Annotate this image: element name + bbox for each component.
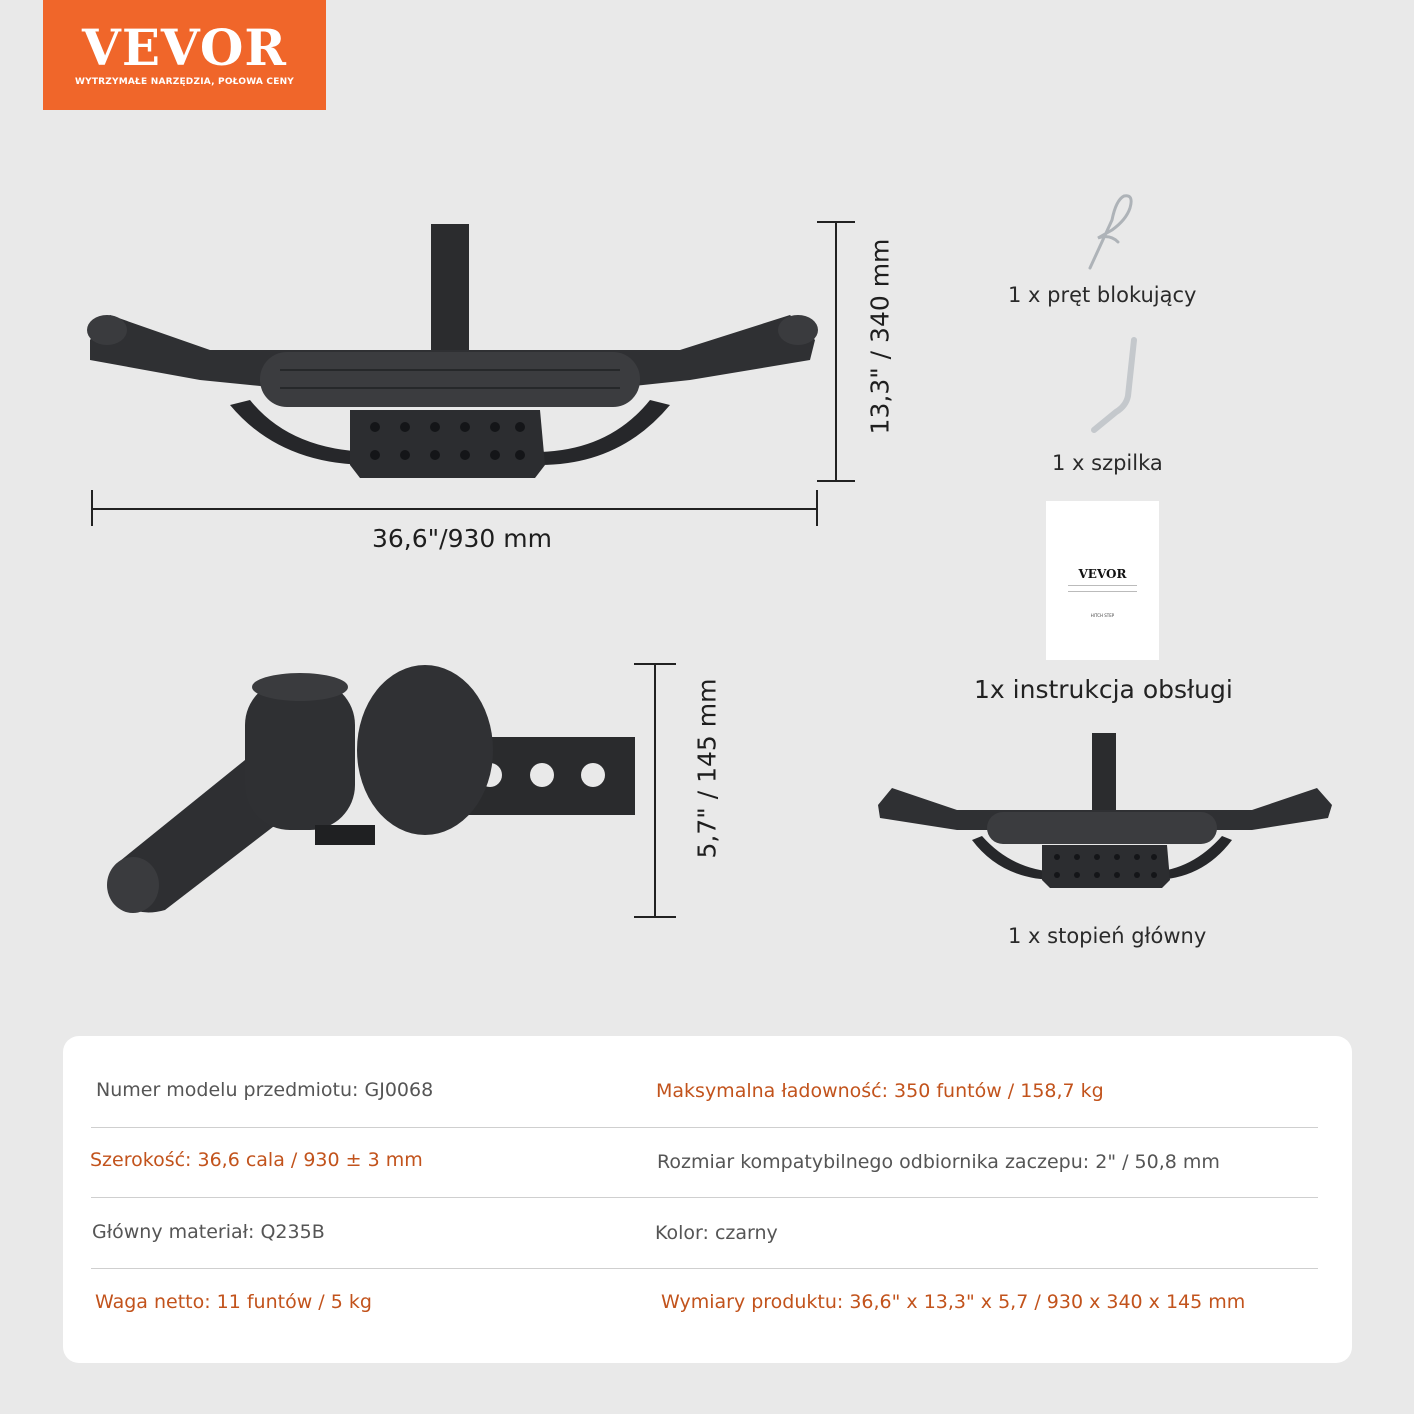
spec-product-dimensions: Wymiary produktu: 36,6" x 13,3" x 5,7 / 930 x 340 x 145 mm: [661, 1291, 1246, 1313]
spec-net-weight: Waga netto: 11 funtów / 5 kg: [95, 1291, 372, 1313]
spec-material: Główny materiał: Q235B: [92, 1221, 325, 1243]
spec-width: Szerokość: 36,6 cala / 930 ± 3 mm: [90, 1149, 423, 1171]
hitch-pin-clip-icon: [1082, 190, 1138, 272]
spec-model: Numer modelu przedmiotu: GJ0068: [96, 1079, 434, 1101]
depth-dimension-label: 5,7" / 145 mm: [692, 678, 722, 859]
manual-brand: VEVOR: [1078, 567, 1127, 581]
spec-max-load: Maksymalna ładowność: 350 funtów / 158,7 kg: [656, 1080, 1104, 1102]
width-dimension-label: 36,6"/930 mm: [372, 524, 552, 553]
package-item-label: 1 x pręt blokujący: [1008, 283, 1197, 307]
logo-wordmark: VEVOR: [82, 18, 287, 77]
width-dimension-line: [90, 488, 820, 528]
brand-logo: [43, 0, 326, 110]
package-item-label: 1 x stopień główny: [1008, 924, 1207, 948]
specifications-card: [63, 1036, 1352, 1363]
hitch-step-front-image: [80, 220, 820, 490]
hitch-step-side-image: [95, 665, 640, 920]
depth-dimension-line: [632, 662, 678, 920]
package-item-label: 1x instrukcja obsługi: [974, 675, 1233, 704]
hitch-step-icon: [872, 730, 1337, 895]
manual-title: HITCH STEP: [1090, 613, 1115, 618]
spec-color: Kolor: czarny: [655, 1222, 778, 1244]
package-item-label: 1 x szpilka: [1052, 451, 1163, 475]
height-dimension-label: 13,3" / 340 mm: [865, 238, 895, 435]
manual-icon: [1046, 501, 1159, 660]
hitch-pin-icon: [1088, 336, 1142, 436]
spec-receiver-size: Rozmiar kompatybilnego odbiornika zaczepu: 2" / 50,8 mm: [657, 1151, 1220, 1173]
height-dimension-line: [815, 220, 857, 484]
logo-tagline: WYTRZYMAŁE NARZĘDZIA, POŁOWA CENY: [74, 77, 295, 87]
